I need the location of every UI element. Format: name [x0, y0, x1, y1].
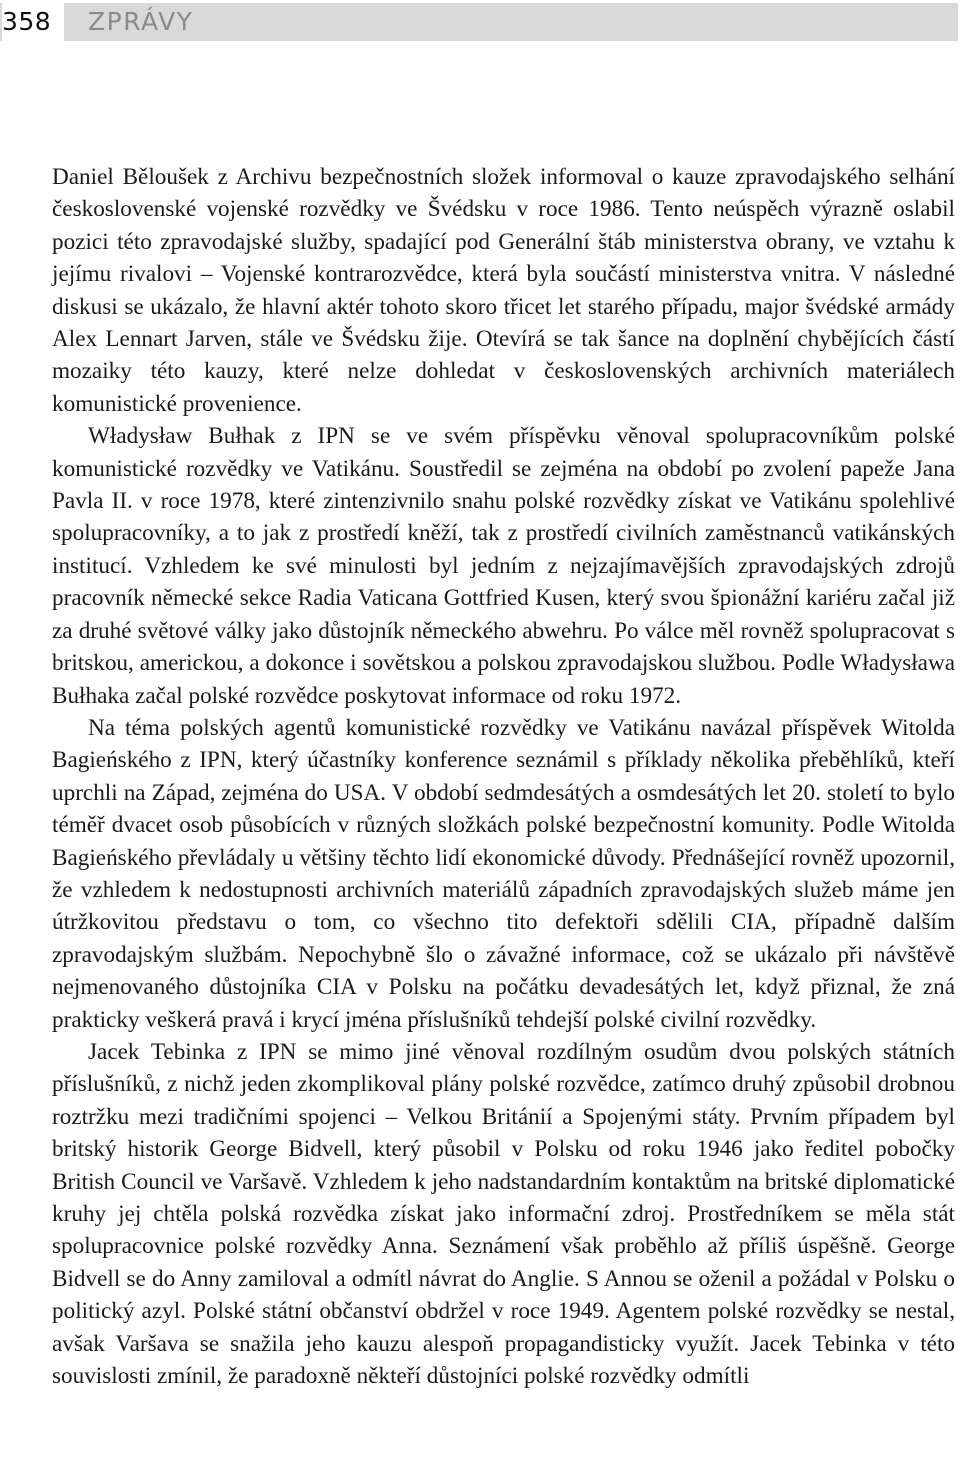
paragraph-beloušek: Daniel Běloušek z Archivu bezpečnostních složek informoval o kauze zpravodajského selhání československé vojenské rozvědky ve Švédsku v roce 1986. Tento neúspěch výrazně oslabil pozici této zpravodajské služby, spadající pod Generální štáb ministerstva obrany, ve vztahu k jejímu rivalovi – Vojenské kontrarozvědce, která byla součástí ministerstva vnitra. V následné diskusi se ukázalo, že hlavní aktér tohoto skoro třicet let starého případu, major švédské armády Alex Lennart Jarven, stále ve Švédsku žije. Otevírá se tak šance na doplnění chybějících částí mozaiky této kauzy, které nelze dohledat v československých archivních materiálech komunistické provenience. [52, 164, 955, 417]
section-title: ZPRÁVY [88, 7, 194, 36]
paragraph-tebinka: Jacek Tebinka z IPN se mimo jiné věnoval rozdílným osudům dvou polských státních příslušníků, z nichž jeden zkomplikoval plány polské rozvědce, zatímco druhý způsobil drobnou roztržku mezi tradičními spojenci – Velkou Británií a Spojenými státy. Prvním případem byl britský historik George Bidvell, který působil v Polsku od roku 1946 jako ředitel pobočky British Council ve Varšavě. Vzhledem k jeho nadstandardním kontaktům na britské diplomatické kruhy jej chtěla polská rozvědka získat jako informační zdroj. Prostředníkem se měla stát spolupracovnice polské rozvědky Anna. Seznámení však proběhlo až příliš úspěšně. George Bidvell se do Anny zamiloval a odmítl návrat do Anglie. S Annou se oženil a požádal v Polsku o politický azyl. Polské státní občanství obdržel v roce 1949. Agentem polské rozvědky se nestal, avšak Varšava se snažila jeho kauzu alespoň propagandisticky využít. Jacek Tebinka v této souvislosti zmínil, že paradoxně někteří důstojníci polské rozvědky odmítli [52, 1038, 955, 1390]
article-body [52, 161, 955, 1392]
page-number: 358 [2, 3, 58, 41]
header-divider [58, 3, 64, 41]
paragraph-bagienski: Na téma polských agentů komunistické rozvědky ve Vatikánu navázal příspěvek Witolda Bagieńského z IPN, který účastníky konference seznámil s příklady několika přeběhlíků, kteří uprchli na Západ, zejména do USA. V období sedmdesátých a osmdesátých let 20. století to bylo téměř dvacet osob působících v různých složkách polské bezpečnostní komunity. Podle Witolda Bagieńského převládaly u většiny těchto lidí ekonomické důvody. Přednášející rovněž upozornil, že vzhledem k nedostupnosti archivních materiálů západních zpravodajských služeb máme jen útržkovitou představu o tom, co všechno tito defektoři sdělili CIA, případně dalším zpravodajským službám. Nepochybně šlo o závažné informace, což se ukázalo při návštěvě nejmenovaného důstojníka CIA v Polsku na počátku devadesátých let, když přiznal, že zná prakticky veškerá pravá i krycí jména příslušníků tehdejší polské civilní rozvědky. [52, 714, 955, 1033]
paragraph-bulhak: Władysław Bułhak z IPN se ve svém příspěvku věnoval spolupracovníkům polské komunistické rozvědky ve Vatikánu. Soustředil se zejména na období po zvolení papeže Jana Pavla II. v roce 1978, které zintenzivnilo snahu polské rozvědky získat ve Vatikánu spolehlivé spolupracovníky, a to jak z prostředí kněží, tak z prostředí civilních zaměstnanců vatikánských institucí. Vzhledem ke své minulosti byl jedním z nejzajímavějších zpravodajských zdrojů pracovník německé sekce Radia Vaticana Gottfried Kusen, který svou špionážní kariéru začal již za druhé světové války jako důstojník německého abwehru. Po válce měl rovněž spolupracovat s britskou, americkou, a dokonce i sovětskou a polskou zpravodajskou službou. Podle Władysława Bułhaka začal polské rozvědce poskytovat informace od roku 1972. [52, 423, 955, 709]
